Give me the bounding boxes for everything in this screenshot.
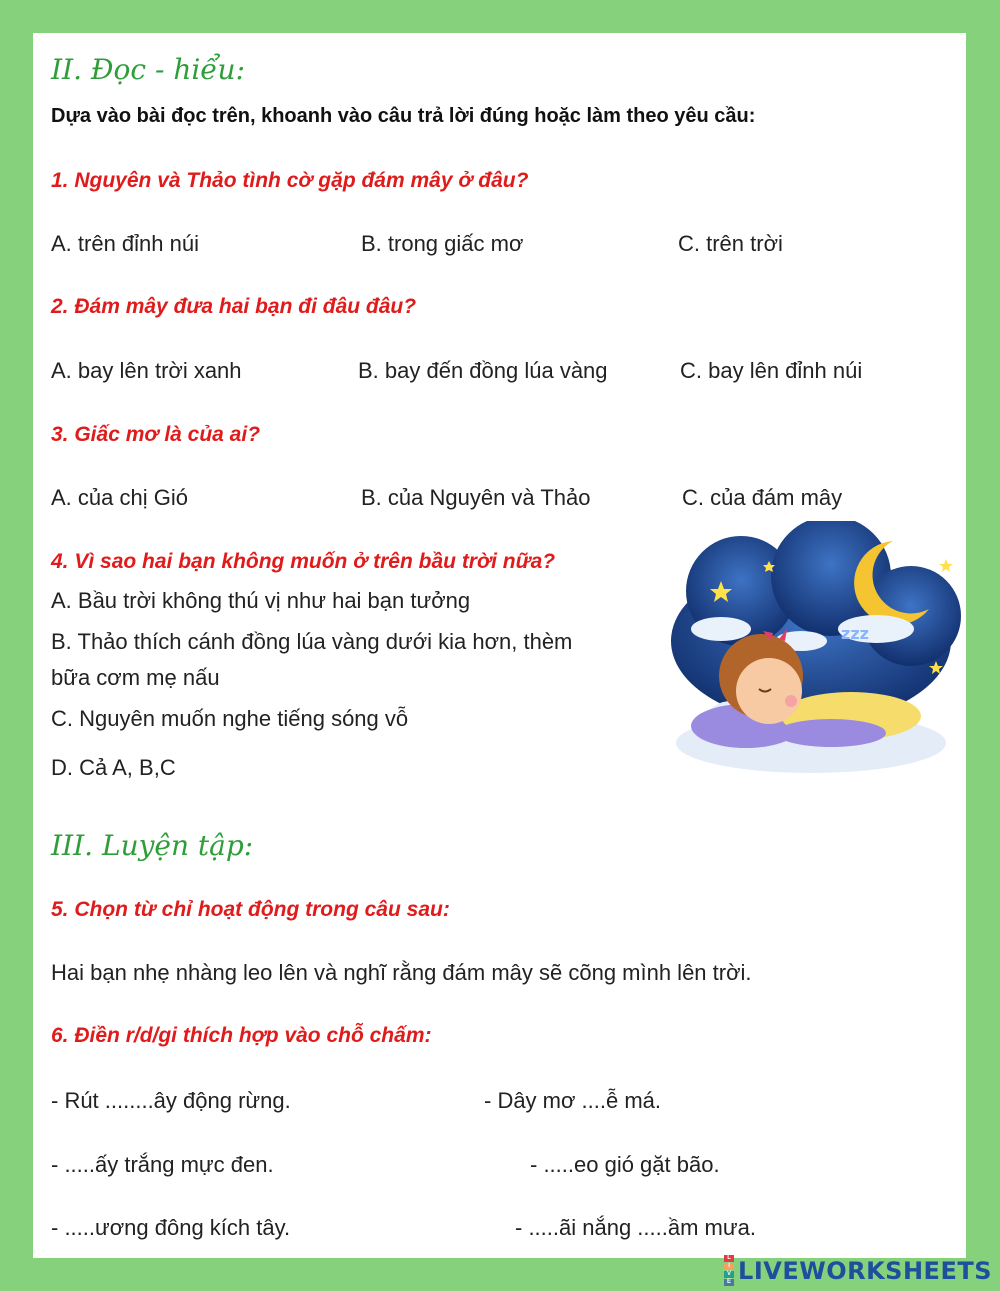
q6-item-6[interactable]: - .....ãi nắng .....ầm mưa. [515, 1215, 756, 1240]
question-4: 4. Vì sao hai bạn không muốn ở trên bầu trời nữa? [51, 550, 556, 573]
q3-option-b[interactable]: B. của Nguyên và Thảo [361, 485, 591, 510]
q2-option-c[interactable]: C. bay lên đỉnh núi [680, 358, 863, 383]
q6-item-5[interactable]: - .....ương đông kích tây. [51, 1215, 291, 1240]
q3-option-c[interactable]: C. của đám mây [682, 485, 843, 510]
q6-item-1[interactable]: - Rút ........ây động rừng. [51, 1088, 291, 1113]
q1-option-b[interactable]: B. trong giấc mơ [361, 231, 524, 256]
q3-option-a[interactable]: A. của chị Gió [51, 485, 188, 510]
question-2: 2. Đám mây đưa hai bạn đi đâu đâu? [51, 295, 417, 318]
blanket-shape [776, 719, 886, 747]
q1-option-a[interactable]: A. trên đỉnh núi [51, 231, 199, 256]
q6-item-4[interactable]: - .....eo gió gặt bão. [530, 1152, 720, 1177]
question-3: 3. Giấc mơ là của ai? [51, 423, 261, 446]
question-6: 6. Điền r/d/gi thích hợp vào chỗ chấm: [51, 1024, 432, 1047]
sleep-zzz-icon: zzz [841, 624, 869, 643]
q4-option-c[interactable]: C. Nguyên muốn nghe tiếng sóng vỗ [51, 706, 409, 731]
q5-sentence[interactable]: Hai bạn nhẹ nhàng leo lên và nghĩ rằng đám mây sẽ cõng mình lên trời. [51, 960, 752, 985]
cheek-shape [785, 695, 797, 707]
brand-text: LIVEWORKSHEETS [738, 1256, 992, 1285]
worksheet-page [33, 33, 966, 1258]
instruction-text: Dựa vào bài đọc trên, khoanh vào câu trả lời đúng hoặc làm theo yêu cầu: [51, 105, 756, 127]
section-title-practice: III. Luyện tập: [51, 829, 254, 862]
section-title-reading: II. Đọc - hiểu: [51, 53, 246, 86]
question-5: 5. Chọn từ chỉ hoạt động trong câu sau: [51, 898, 450, 921]
liveworksheets-logo-icon: L I V E [724, 1255, 734, 1286]
q2-option-a[interactable]: A. bay lên trời xanh [51, 358, 242, 383]
q4-option-b-line1[interactable]: B. Thảo thích cánh đồng lúa vàng dưới kia hơn, thèm [51, 629, 573, 654]
q4-option-a[interactable]: A. Bầu trời không thú vị như hai bạn tưởng [51, 588, 471, 613]
q4-option-b-line2[interactable]: bữa cơm mẹ nấu [51, 665, 220, 690]
question-1: 1. Nguyên và Thảo tình cờ gặp đám mây ở đâu? [51, 169, 529, 192]
q4-option-d[interactable]: D. Cả A, B,C [51, 755, 176, 780]
q2-option-b[interactable]: B. bay đến đồng lúa vàng [358, 358, 608, 383]
liveworksheets-brand[interactable] [724, 1255, 992, 1286]
q6-item-3[interactable]: - .....ấy trắng mực đen. [51, 1152, 274, 1177]
q1-option-c[interactable]: C. trên trời [678, 231, 783, 256]
q6-item-2[interactable]: - Dây mơ ....ễ má. [484, 1088, 662, 1113]
sleeping-child-illustration [661, 521, 963, 783]
